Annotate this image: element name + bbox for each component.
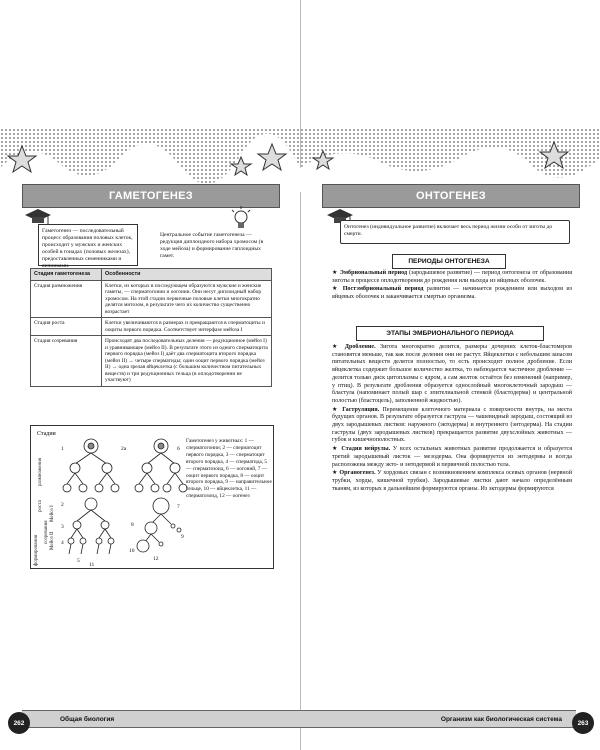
central-event-text: Центральное событие гаметогенеза — редукция диплоидного набора хромосом (в ходе мейоза) и формирование гаплоидных гамет. (160, 232, 264, 259)
gametogenesis-table (30, 268, 272, 387)
comic-burst-header (300, 128, 600, 192)
stage-text: Зигота многократно делится, размеры дочерних клеток-бластомеров становятся меньше, так как после деления они не растут. Яйцеклетки с небольшим запасом питательных веществ делятся полностью, то есть происходит полное дробление. Если яйцеклетка содержит большое количество желтка, то наблюдается частичное дробление — делится только диск цитоплазмы с ядром, а сам желток остаётся без изменений (например, у птиц). В результате дробления образуется однослойный многоклеточный зародыш — бластула (напоминает полый шар с эпителиальной стенкой (бластодерма) и центральной полостью (бластоцель), заполненной жидкостью). (332, 344, 572, 404)
comic-burst-header (0, 128, 300, 192)
diagram-phase-label: размножения (38, 457, 43, 486)
list-item: ★ Органогенез. У хордовых связан с возникновением комплекса осевых органов (нервной трубки, хорды, кишечной трубки). Зародышевые листки дают начало определённым тканям, из которых в дальнейшем формируются органы. Из эктодермы формируются (332, 470, 572, 492)
footer-label: Организм как биологическая система (440, 715, 562, 723)
diagram-number: 9 (181, 534, 184, 540)
table-row (31, 280, 272, 318)
stage-text: У всех остальных животных развитие продолжается и образуется третий зародышевый листок — мезодерма. Она формируется из энтодермы и всегда расположена между экто- и энтодермой и первичной полостью тела. (332, 446, 573, 468)
diagram-number: 10 (129, 548, 135, 554)
diagram-number: 6 (177, 446, 180, 452)
table-row (31, 318, 272, 336)
table-cell-desc: Клетки увеличиваются в размерах и превращаются в сперматоциты и ооциты первого порядка. Соответствует интерфазе мейоза I (102, 318, 272, 336)
list-item: ★ Постэмбриональный период развития — начинается рождением или выходом из яйцевых оболочек и заканчивается смертью организма. (332, 286, 572, 301)
diagram-meiosis-label: Мейоз I (50, 505, 55, 522)
definition-box (38, 224, 138, 269)
diagram-number: 11 (89, 562, 95, 568)
table-cell-desc: Клетки, из которых в последующем образуются мужские и женские гаметы, — сперматогонии и оогонии. Они несут диплоидный набор хромосом. На этой стадии первичные половые клетки многократно делятся митозом, в результате чего их количество существенно возрастает (102, 280, 272, 318)
diagram-legend (186, 438, 272, 500)
diagram-stages-label: Стадии (37, 431, 56, 437)
diagram-legend-text: Гаметогенез у животных: 1 — сперматогонии; 2 — сперматоцит первого порядка, 3 — сперматоцит второго порядка, 4 — сперматида, 5 — сперматозоид, 6 — оогоний, 7 — ооцит первого порядка, 8 — ооцит второго порядка, 9 — направительное тельце, 10 — яйцеклетка, 11 — сперматозоид, 12 — оогенез (186, 438, 272, 500)
right-page (300, 0, 600, 750)
diagram-phase-label: созревания (44, 520, 49, 544)
diagram-number: 7 (177, 504, 180, 510)
period-term: Эмбриональный период (339, 270, 408, 276)
table-header-stage: Стадия гаметогенеза (31, 269, 102, 281)
periods-heading: ПЕРИОДЫ ОНТОГЕНЕЗА (408, 258, 490, 265)
section-title: ГАМЕТОГЕНЕЗ (108, 190, 194, 202)
stage-term: Гаструляция. (342, 406, 380, 413)
page-number: 262 (13, 719, 25, 727)
diagram-number: 5 (77, 558, 80, 564)
diagram-number: 1 (61, 446, 64, 452)
page-footer (300, 710, 576, 728)
table-row (31, 336, 272, 387)
diagram-number: 8 (131, 522, 134, 528)
definition-text: Онтогенез (индивидуальное развитие) включает весь период жизни особи от зиготы до смерти. (344, 224, 553, 237)
central-event-note (160, 232, 270, 260)
page-number: 263 (577, 719, 589, 727)
stages-heading-box (356, 326, 544, 341)
table-header-row (31, 269, 272, 281)
period-text: (зародышевое развитие) — период онтогенеза от образования зиготы в процессе оплодотворения до рождения или выхода из яйцевых оболочек. (332, 270, 572, 284)
period-text: развития — начинается рождением или выходом из яйцевых оболочек и заканчивается смертью организма. (332, 286, 572, 301)
page-footer (22, 710, 300, 728)
diagram-number: 2а (121, 446, 127, 452)
list-item: ★ Эмбриональный период (зародышевое развитие) — период онтогенеза от образования зиготы в процессе оплодотворения до рождения или выхода из яйцевых оболочек. (332, 270, 572, 284)
periods-heading-box (392, 254, 506, 269)
stage-text: У хордовых связан с возникновением комплекса осевых органов (нервной трубки, хорды, кишечной трубки). Зародышевые листки дают начало определённым тканям, из которых в дальнейшем формируются органы. Из эктодермы формируются (332, 470, 572, 492)
stage-term: Стадия нейрулы. (341, 446, 391, 453)
period-term: Постэмбриональный период (342, 286, 424, 293)
diagram-phase-label: роста (38, 500, 43, 512)
diagram-number: 3 (61, 524, 64, 530)
stage-term: Дробление. (344, 344, 376, 350)
table-cell-stage: Стадия размножения (31, 280, 102, 318)
definition-text: Гаметогенез — последовательный процесс образования половых клеток, происходит у мужских и женских особей в гонадах (половых железах), предоставленных семенниками и яичниками. (42, 228, 133, 269)
table-cell-stage: Стадия роста (31, 318, 102, 336)
list-item: ★ Дробление. Зигота многократно делится, размеры дочерних клеток-бластомеров становятся меньше, так как после деления они не растут. Яйцеклетки с небольшим запасом питательных веществ делятся полностью, то есть происходит полное дробление. Если яйцеклетка содержит большое количество желтка, то наблюдается частичное дробление — делится только диск цитоплазмы с ядром, а сам желток остаётся без изменений (например, у птиц). В результате дробления образуется однослойный многоклеточный зародыш — бластула (напоминает полый шар с эпителиальной стенкой (бластодерма) и центральной полостью (бластоцель), заполненной жидкостью). (332, 344, 572, 404)
periods-list (332, 270, 572, 303)
table-cell-desc: Происходят два последовательных деления — редукционное (мейоз I) и уравнивающее (мейоз II). В результате этого из одного сперматоцита первого порядка (мейоз I) даёт два сперматоцита второго порядка (мейоз II) → четыре сперматиды; один ооцит первого порядка (мейоз II) → одна зрелая яйцеклетка (с большим количеством питательных веществ) и три редукционных тельца (в оплодотворении не участвуют) (102, 336, 272, 387)
list-item: ★ Стадия нейрулы. У всех остальных животных развитие продолжается и образуется третий зародышевый листок — мезодерма. Она формируется из энтодермы и всегда расположена между экто- и энтодермой и первичной полостью тела. (332, 446, 573, 468)
footer-label: Общая биология (60, 715, 115, 723)
section-title-bar (22, 184, 280, 208)
diagram-number: 12 (153, 556, 159, 562)
stages-list (332, 344, 572, 494)
page-number-badge (8, 712, 30, 734)
stage-text: Перемещение клеточного материала с поверхности внутрь, на места будущих органов. В результате образуется гаструла — чашевидный зародыш, состоящий из двух зародышевых листков: наружного (эктодерма) и внутреннего (энтодерма). На стадии гаструлы (двух зародышевых листков) прекращается развитие двухслойных животных — губок и кишечнополостных. (332, 406, 572, 444)
diagram-meiosis-label: Мейоз II (50, 531, 55, 550)
table-cell-stage: Стадия созревания (31, 336, 102, 387)
diagram-number: 2 (61, 502, 64, 508)
diagram-number: 4 (61, 540, 64, 546)
light-bulb-icon (230, 206, 252, 230)
section-title-bar (322, 184, 580, 208)
table-header-features: Особенности (102, 269, 272, 281)
diagram-phase-label: формирования (34, 534, 39, 566)
list-item: ★ Гаструляция. Перемещение клеточного материала с поверхности внутрь, на места будущих органов. В результате образуется гаструла — чашевидный зародыш, состоящий из двух зародышевых листков: наружного (эктодерма) и внутреннего (энтодерма). На стадии гаструлы (двух зародышевых листков) прекращается развитие двухслойных животных — губок и кишечнополостных. (332, 406, 572, 444)
definition-box (340, 220, 570, 244)
section-title: ОНТОГЕНЕЗ (416, 190, 486, 202)
stages-heading: ЭТАПЫ ЭМБРИОНАЛЬНОГО ПЕРИОДА (386, 330, 514, 337)
page-number-badge (572, 712, 594, 734)
stage-term: Органогенез. (339, 470, 376, 477)
